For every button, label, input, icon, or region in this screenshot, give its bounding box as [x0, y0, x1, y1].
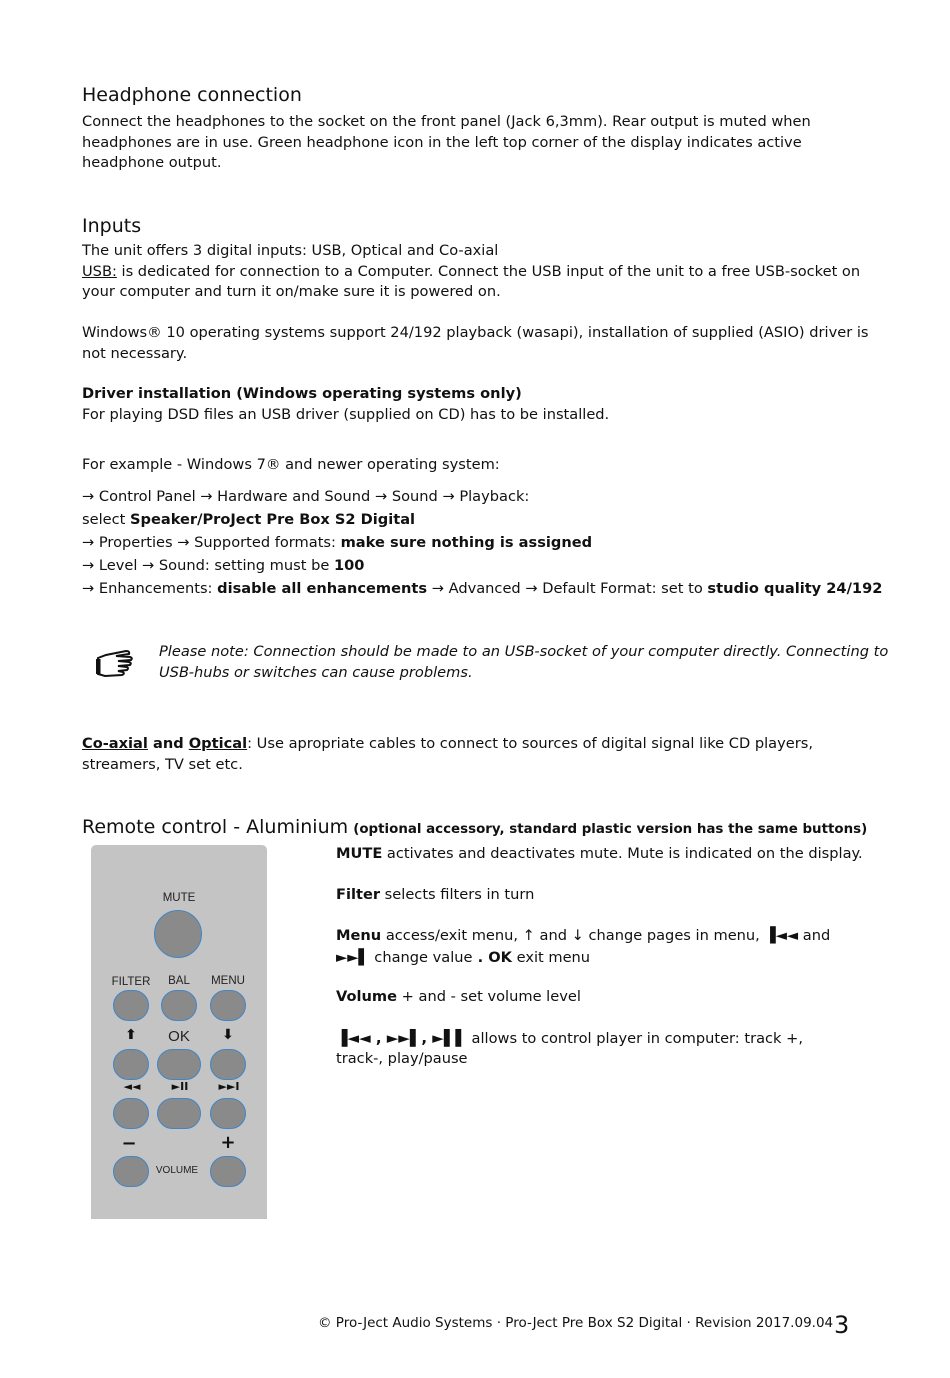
- remote-heading: [82, 816, 867, 838]
- player-text-2: track-, play/pause: [336, 1050, 468, 1067]
- remote-subtitle: (optional accessory, standard plastic version has the same buttons): [353, 822, 868, 837]
- remote-next-button: [210, 1098, 246, 1129]
- arrow-icon: →: [431, 580, 444, 597]
- usb-label: USB:: [82, 262, 117, 280]
- arrow-icon: →: [82, 580, 95, 597]
- remote-up-button: [113, 1049, 149, 1080]
- remote-down-arrow-icon: ⬇: [222, 1027, 234, 1043]
- coax-optical-paragraph: [82, 734, 813, 775]
- remote-volume-label: VOLUME: [155, 1165, 199, 1176]
- arrow-icon: →: [442, 488, 455, 505]
- coax-label: Co-axial: [82, 735, 148, 752]
- remote-title: Remote control - Aluminium: [82, 816, 349, 838]
- remote-filter-button: [113, 990, 149, 1021]
- remote-bal-button: [161, 990, 197, 1021]
- remote-minus-icon: −: [121, 1133, 137, 1154]
- volume-bold: Volume: [336, 988, 398, 1005]
- coax-line-2: streamers, TV set etc.: [82, 755, 243, 773]
- inputs-heading: Inputs: [82, 215, 142, 237]
- next-track-icon: ►►▌: [336, 949, 370, 966]
- menu-text-2: change value: [369, 949, 473, 966]
- step-text: Supported formats:: [194, 534, 341, 551]
- remote-play-pause-icon: ►II: [171, 1080, 189, 1093]
- example-text: For example - Windows 7® and newer operating system:: [82, 456, 500, 473]
- arrow-icon: →: [374, 488, 388, 505]
- remote-prev-button: [113, 1098, 149, 1129]
- remote-next-icon: ►►I: [218, 1080, 240, 1093]
- steps-block: [82, 485, 882, 600]
- step-text: Default Format: set to: [542, 580, 708, 597]
- volume-text: + and - set volume level: [397, 988, 581, 1005]
- step-level: [82, 554, 882, 577]
- step-text: Advanced: [448, 580, 521, 597]
- windows-note: [82, 323, 869, 364]
- remote-down-button: [210, 1049, 246, 1080]
- headphone-heading: Headphone connection: [82, 84, 302, 106]
- menu-bold: Menu: [336, 927, 382, 944]
- step-bold: 100: [333, 557, 365, 574]
- coax-text: : Use apropriate cables to connect to sources of digital signal like CD players,: [247, 735, 813, 752]
- headphone-line-1: Connect the headphones to the socket on the front panel (Jack 6,3mm). Rear output is muted when: [82, 113, 811, 130]
- remote-mute-label: MUTE: [162, 892, 196, 904]
- remote-up-arrow-icon: ⬆: [125, 1027, 137, 1043]
- step-control-panel: [82, 485, 882, 508]
- arrow-icon: →: [525, 580, 538, 597]
- step-text: Hardware and Sound: [217, 488, 371, 505]
- player-text: allows to control player in computer: track +,: [466, 1029, 803, 1047]
- page-footer: © Pro-Ject Audio Systems · Pro-Ject Pre Box S2 Digital · Revision 2017.09.04: [318, 1315, 834, 1331]
- prev-track-icon: ▐◄◄: [764, 927, 799, 944]
- step-text: Level: [98, 557, 138, 574]
- step-bold: studio quality 24/192: [707, 580, 883, 597]
- arrow-icon: →: [82, 557, 95, 574]
- coax-line-1: [82, 734, 813, 755]
- step-bold: Speaker/ProJect Pre Box S2 Digital: [130, 511, 416, 528]
- remote-menu-label: MENU: [211, 975, 245, 987]
- remote-ok-button: [157, 1049, 201, 1080]
- usb-description: [82, 262, 860, 283]
- step-text: Sound: [391, 488, 438, 505]
- driver-text: For playing DSD files an USB driver (supplied on CD) has to be installed.: [82, 405, 610, 423]
- menu-dot: .: [472, 949, 484, 966]
- note-line-2: USB-hubs or switches can cause problems.: [159, 663, 473, 681]
- arrow-icon: →: [82, 488, 95, 505]
- remote-menu-button: [210, 990, 246, 1021]
- headphone-line-3: headphone output.: [82, 154, 222, 171]
- step-text: Enhancements:: [98, 580, 218, 597]
- filter-text: selects filters in turn: [380, 885, 535, 903]
- volume-description: [336, 987, 896, 1008]
- step-bold: make sure nothing is assigned: [340, 534, 593, 551]
- mute-description: [336, 844, 896, 865]
- remote-bal-label: BAL: [168, 975, 190, 987]
- remote-plus-icon: +: [220, 1132, 236, 1153]
- inputs-intro-block: [82, 241, 860, 303]
- arrow-icon: →: [200, 488, 213, 505]
- mute-bold: MUTE: [336, 845, 383, 862]
- usb-text: is dedicated for connection to a Computer. Connect the USB input of the unit to a free USB-socket on: [116, 262, 861, 280]
- ok-text: exit menu: [511, 949, 591, 966]
- player-description: [336, 1028, 896, 1070]
- arrow-icon: →: [177, 534, 190, 551]
- remote-volume-down-button: [113, 1156, 149, 1187]
- step-enhancements: [82, 577, 882, 600]
- step-text: select: [82, 511, 130, 528]
- windows-line-2: not necessary.: [82, 344, 188, 362]
- remote-play-pause-button: [157, 1098, 201, 1129]
- arrow-icon: →: [82, 534, 95, 551]
- pointing-hand-icon: [96, 646, 140, 684]
- arrow-icon: →: [142, 557, 155, 574]
- remote-volume-up-button: [210, 1156, 246, 1187]
- player-control-icons: ▐◄◄ , ►►▌, ►▌▌: [336, 1028, 467, 1047]
- step-properties: [82, 531, 882, 554]
- filter-bold: Filter: [336, 885, 381, 903]
- menu-and: and: [798, 927, 831, 944]
- usb-description-2: your computer and turn it on/make sure it is powered on.: [82, 283, 501, 300]
- usb-hub-note: [159, 642, 888, 683]
- optical-label: Optical: [188, 735, 248, 752]
- ok-bold: OK: [483, 949, 512, 966]
- step-bold: disable all enhancements: [217, 580, 428, 597]
- remote-prev-icon: ◄◄: [123, 1080, 141, 1093]
- remote-descriptions: [336, 844, 896, 1070]
- step-text: Control Panel: [98, 488, 196, 505]
- remote-mute-button: [154, 910, 202, 958]
- headphone-paragraph: [82, 112, 811, 174]
- step-text: Playback:: [459, 488, 530, 505]
- remote-filter-label: FILTER: [111, 976, 151, 988]
- step-text: Sound: setting must be: [158, 557, 334, 574]
- and-text: and: [147, 735, 189, 752]
- remote-control-illustration: [91, 845, 267, 1219]
- mute-text: activates and deactivates mute. Mute is indicated on the display.: [382, 845, 863, 862]
- remote-ok-label: OK: [168, 1028, 190, 1045]
- inputs-intro: The unit offers 3 digital inputs: USB, Optical and Co-axial: [82, 242, 499, 259]
- driver-title: Driver installation (Windows operating systems only): [82, 385, 522, 402]
- headphone-line-2: headphones are in use. Green headphone icon in the left top corner of the display indicates active: [82, 133, 802, 151]
- page-number: 3: [834, 1311, 850, 1339]
- step-select: [82, 508, 882, 531]
- filter-description: [336, 885, 896, 906]
- step-text: Properties: [98, 534, 173, 551]
- driver-section: [82, 384, 609, 425]
- menu-text: access/exit menu, ↑ and ↓ change pages in menu,: [381, 927, 765, 944]
- note-line-1: Please note: Connection should be made to an USB-socket of your computer directly. Connecting to: [159, 643, 889, 660]
- windows-line-1: Windows® 10 operating systems support 24/192 playback (wasapi), installation of supplied (ASIO) driver is: [82, 324, 869, 341]
- menu-description: [336, 925, 896, 969]
